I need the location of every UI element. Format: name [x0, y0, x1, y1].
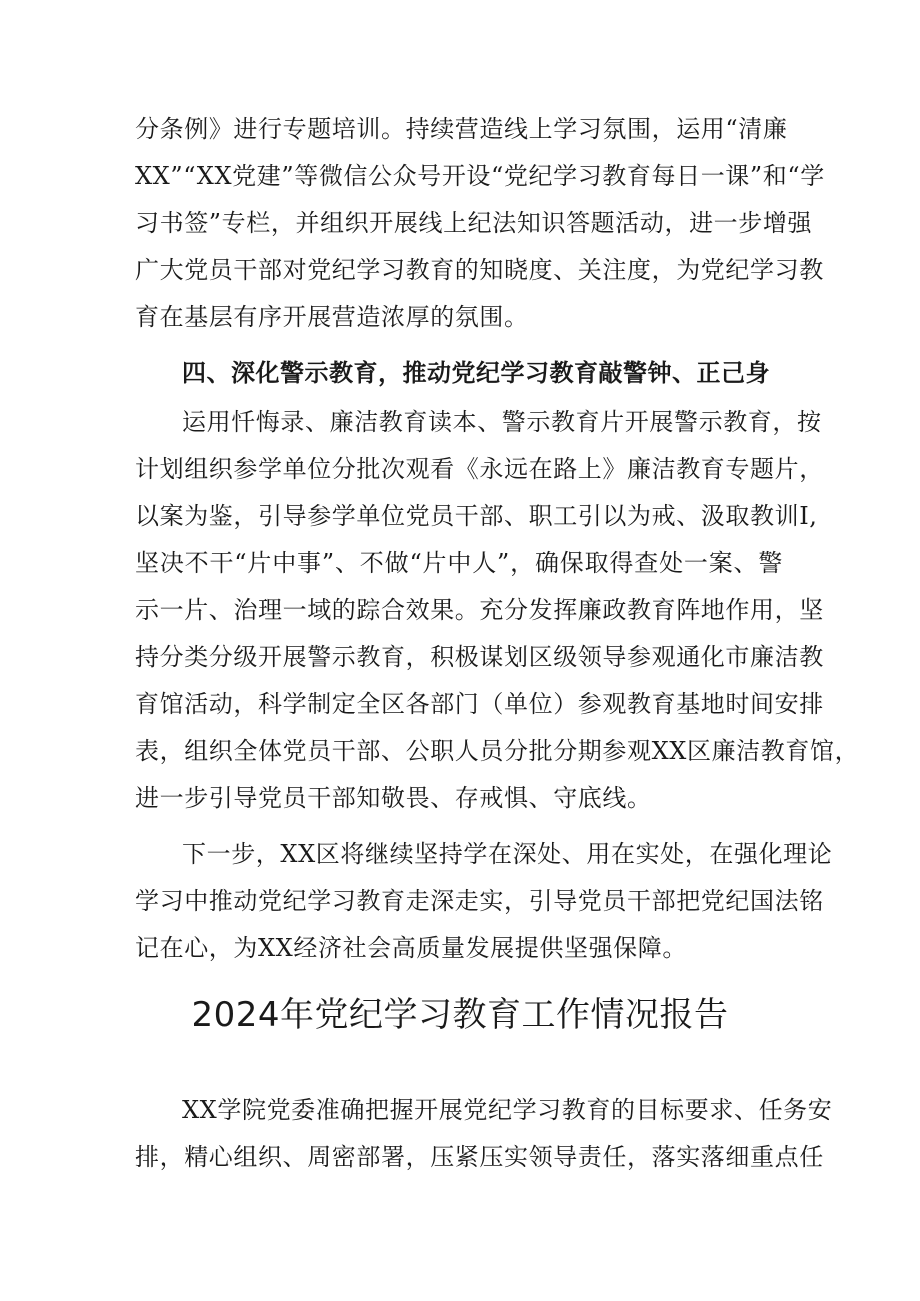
text-line: 育馆活动，科学制定全区各部门（单位）参观教育基地时间安排	[135, 690, 824, 718]
text-line: 进一步引导党员干部知敬畏、存戒惧、守底线。	[135, 784, 652, 812]
text-line: 排，精心组织、周密部署，压紧压实领导责任，落实落细重点任	[135, 1143, 824, 1171]
text-line: 习书签”专栏，并组织开展线上纪法知识答题活动，进一步增强	[135, 209, 813, 237]
text-line: 育在基层有序开展营造浓厚的氛围。	[135, 303, 529, 331]
text-line: 坚决不干“片中事”、不做“片中人”，确保取得查处一案、警	[135, 549, 783, 577]
text-line: 广大党员干部对党纪学习教育的知晓度、关注度，为党纪学习教	[135, 256, 824, 284]
text-line: 学习中推动党纪学习教育走深走实，引导党员干部把党纪国法铭	[135, 887, 824, 915]
text-line: 以案为鉴，引导参学单位党员干部、职工引以为戒、汲取教训I,	[135, 502, 818, 530]
text-line: XX”“XX党建”等微信公众号开设“党纪学习教育每日一课”和“学	[135, 162, 825, 190]
text-line: 记在心，为XX经济社会高质量发展提供坚强保障。	[135, 934, 687, 962]
text-line: XX学院党委准确把握开展党纪学习教育的目标要求、任务安	[182, 1096, 833, 1124]
text-line: 分条例》进行专题培训。持续营造线上学习氛围，运用“清廉	[135, 115, 788, 143]
section-heading: 四、深化警示教育，推动党纪学习教育敲警钟、正己身	[182, 359, 770, 387]
text-line: 示一片、治理一域的踪合效果。充分发挥廉政教育阵地作用，坚	[135, 596, 824, 624]
text-line: 计划组织参学单位分批次观看《永远在路上》廉洁教育专题片，	[135, 455, 824, 483]
text-line: 下一步，XX区将继续坚持学在深处、用在实处，在强化理论	[182, 840, 833, 868]
text-line: 表，组织全体党员干部、公职人员分批分期参观XX区廉洁教育馆，	[135, 737, 860, 765]
text-line: 持分类分级开展警示教育，积极谋划区级领导参观通化市廉洁教	[135, 643, 824, 671]
report-title: 2024年党纪学习教育工作情况报告	[191, 995, 729, 1035]
text-line: 运用忏悔录、廉洁教育读本、警示教育片开展警示教育，按	[182, 408, 822, 436]
